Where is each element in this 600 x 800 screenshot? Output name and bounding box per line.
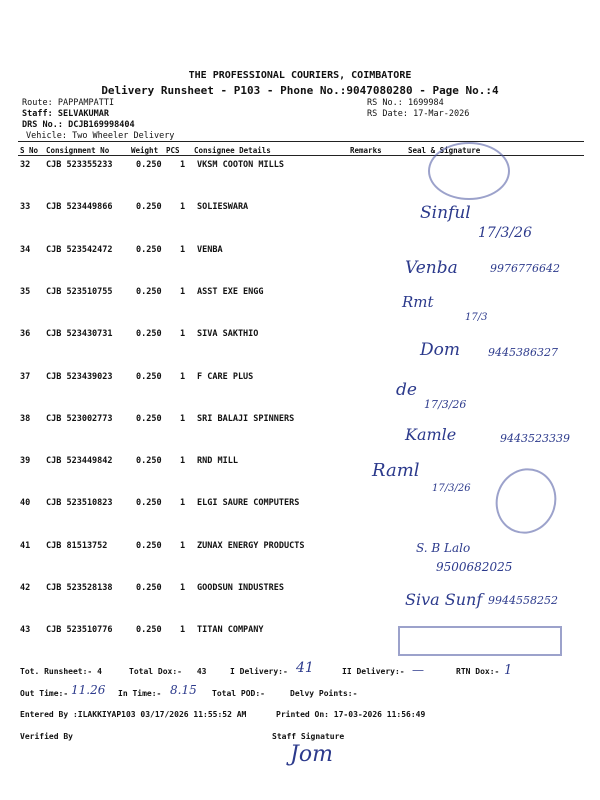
row-consignee: SOLIESWARA: [197, 202, 249, 213]
row-sno: 35: [20, 286, 31, 297]
row-weight: 0.250: [136, 371, 162, 382]
printed-on: Printed On: 17-03-2026 11:56:49: [276, 710, 426, 719]
row-pcs: 1: [180, 625, 186, 636]
row-consignment-no: CJB 523430731: [46, 329, 113, 340]
hand-phone-row42: 9944558252: [488, 594, 558, 607]
row-consignment-no: CJB 81513752: [46, 540, 108, 551]
delvy-points: Delvy Points:-: [290, 689, 358, 698]
row-consignee: VKSM COOTON MILLS: [197, 160, 284, 170]
row-sno: 36: [20, 329, 31, 340]
hand-phone-row38: 9443523339: [500, 432, 570, 445]
route-line: [22, 98, 114, 108]
row-pcs: 1: [180, 413, 186, 424]
row-consignment-no: CJB 523542472: [46, 244, 113, 255]
verified-by: Verified By: [20, 732, 73, 741]
runsheet-title: Delivery Runsheet - P103 - Phone No.:9047080280 - Page No.:4: [101, 84, 499, 97]
col-consignment: Consignment No: [46, 146, 110, 155]
rs-date-line: [367, 109, 469, 119]
row-pcs: 1: [180, 160, 186, 170]
rs-date-value: 17-Mar-2026: [413, 109, 470, 119]
row-pcs: 1: [180, 286, 186, 297]
row-consignment-no: CJB 523002773: [46, 413, 113, 424]
company-title: THE PROFESSIONAL COURIERS, COIMBATORE: [188, 70, 412, 81]
row-consignment-no: CJB 523510823: [46, 498, 113, 509]
col-pcs: PCS: [166, 146, 180, 155]
ii-delivery: II Delivery:-: [342, 667, 405, 676]
drs-line: [22, 120, 135, 130]
staff-line: [22, 109, 109, 119]
total-dox: [129, 667, 206, 676]
rs-no-value: 1699984: [407, 98, 444, 108]
row-sno: 43: [20, 625, 31, 636]
row-pcs: 1: [180, 371, 186, 382]
hand-date-row37: 17/3/26: [424, 398, 467, 411]
hand-rtn-dox: 1: [504, 663, 513, 678]
hand-phone-row36: 9445386327: [488, 346, 558, 359]
total-dox-value: 43: [196, 667, 207, 676]
hand-phone-row34: 9976776642: [490, 262, 560, 275]
in-time: In Time:-: [118, 689, 162, 698]
row-weight: 0.250: [136, 540, 162, 551]
col-seal-signature: Seal & Signature: [408, 146, 481, 155]
row-weight: 0.250: [136, 625, 162, 636]
signature-row39: Raml: [372, 460, 420, 481]
row-consignment-no: CJB 523528138: [46, 583, 113, 593]
route-value: PAPPAMPATTI: [57, 98, 115, 108]
row-consignee: RND MILL: [197, 456, 238, 467]
row-sno: 41: [20, 540, 31, 551]
table-row: [0, 372, 600, 414]
signature-row42: Siva Sunf: [405, 590, 483, 609]
table-row: [0, 287, 600, 329]
row-consignment-no: CJB 523439023: [46, 371, 113, 382]
table-top-rule: [18, 141, 584, 142]
out-time: Out Time:-: [20, 689, 69, 698]
row-weight: 0.250: [136, 413, 162, 424]
total-pod: Total POD:-: [212, 689, 265, 698]
col-sno: S No: [20, 146, 39, 155]
row-pcs: 1: [180, 202, 186, 213]
signature-row35: Rmt: [402, 293, 434, 311]
signature-row34: Venba: [405, 258, 458, 278]
row-weight: 0.250: [136, 498, 162, 509]
row-pcs: 1: [180, 498, 186, 509]
row-weight: 0.250: [136, 329, 162, 340]
staff-label: Staff:: [22, 109, 53, 119]
row-weight: 0.250: [136, 160, 162, 170]
row-consignee: ELGI SAURE COMPUTERS: [197, 498, 300, 509]
row-consignment-no: CJB 523510755: [46, 286, 113, 297]
row-sno: 40: [20, 498, 31, 509]
signature-row36: Dom: [420, 340, 460, 360]
route-label: Route:: [22, 98, 53, 108]
row-consignee: SIVA SAKTHIO: [197, 329, 259, 340]
hand-name-row41: S. B Lalo: [416, 541, 471, 555]
entered-by: Entered By :ILAKKIYAP103 03/17/2026 11:55:52 AM: [20, 710, 247, 719]
staff-value: SELVAKUMAR: [57, 109, 110, 119]
hand-i-delivery: 41: [296, 660, 314, 676]
rs-date-label: RS Date:: [367, 109, 408, 119]
row-weight: 0.250: [136, 202, 162, 213]
row-consignment-no: CJB 523355233: [46, 160, 113, 170]
row-sno: 32: [20, 160, 31, 170]
row-sno: 39: [20, 456, 31, 467]
row-weight: 0.250: [136, 286, 162, 297]
hand-date-row39: 17/3/26: [432, 483, 471, 494]
hand-phone-row41: 9500682025: [436, 560, 513, 574]
row-consignee: ASST EXE ENGG: [197, 286, 264, 297]
row-pcs: 1: [180, 540, 186, 551]
row-pcs: 1: [180, 244, 186, 255]
row-sno: 37: [20, 371, 31, 382]
drs-value: DCJB169998404: [68, 120, 135, 130]
row-weight: 0.250: [136, 583, 162, 593]
drs-label: DRS No.:: [22, 120, 63, 130]
tot-runsheet-value: 4: [97, 667, 102, 676]
row-sno: 38: [20, 413, 31, 424]
seal-stamp-titan: [398, 626, 562, 656]
row-consignee: ZUNAX ENERGY PRODUCTS: [197, 540, 305, 551]
hand-out-time: 11.26: [71, 683, 106, 697]
vehicle-label: Vehicle:: [26, 131, 67, 141]
row-consignee: TITAN COMPANY: [197, 625, 264, 636]
rtn-dox: RTN Dox:-: [456, 667, 500, 676]
col-weight: Weight: [131, 146, 159, 155]
row-sno: 33: [20, 202, 31, 213]
i-delivery: I Delivery:-: [230, 667, 288, 676]
row-consignment-no: CJB 523449866: [46, 202, 113, 213]
row-pcs: 1: [180, 583, 186, 593]
row-weight: 0.250: [136, 456, 162, 467]
hand-ii-delivery-dash: —: [412, 663, 424, 677]
row-consignment-no: CJB 523449842: [46, 456, 113, 467]
table-row: [0, 160, 600, 202]
row-pcs: 1: [180, 456, 186, 467]
seal-stamp-vksm: [428, 142, 510, 200]
hand-in-time: 8.15: [170, 683, 197, 697]
row-consignment-no: CJB 523510776: [46, 625, 113, 636]
tot-runsheet-label: Tot. Runsheet:-: [20, 667, 93, 676]
row-pcs: 1: [180, 329, 186, 340]
vehicle-line: [26, 131, 174, 141]
signature-row38: Kamle: [405, 425, 457, 444]
rs-no-label: RS No.:: [367, 98, 403, 108]
row-consignee: VENBA: [197, 244, 223, 255]
hand-date-row35: 17/3: [465, 312, 488, 323]
total-dox-label: Total Dox:-: [129, 667, 182, 676]
rs-no-line: [367, 98, 444, 108]
signature-row37: de: [396, 380, 417, 400]
staff-signature: Jom: [290, 742, 333, 767]
col-remarks: Remarks: [350, 146, 382, 155]
row-consignee: F CARE PLUS: [197, 371, 254, 382]
signature-row33: Sinful: [420, 203, 471, 223]
row-sno: 42: [20, 583, 31, 593]
row-consignee: GOODSUN INDUSTRES: [197, 583, 284, 593]
staff-signature-label: Staff Signature: [272, 732, 345, 741]
row-sno: 34: [20, 244, 31, 255]
col-consignee: Consignee Details: [194, 146, 271, 155]
row-weight: 0.250: [136, 244, 162, 255]
row-consignee: SRI BALAJI SPINNERS: [197, 413, 295, 424]
hand-date-row33: 17/3/26: [478, 225, 532, 241]
tot-runsheet: [20, 667, 102, 676]
vehicle-value: Two Wheeler Delivery: [72, 131, 175, 141]
